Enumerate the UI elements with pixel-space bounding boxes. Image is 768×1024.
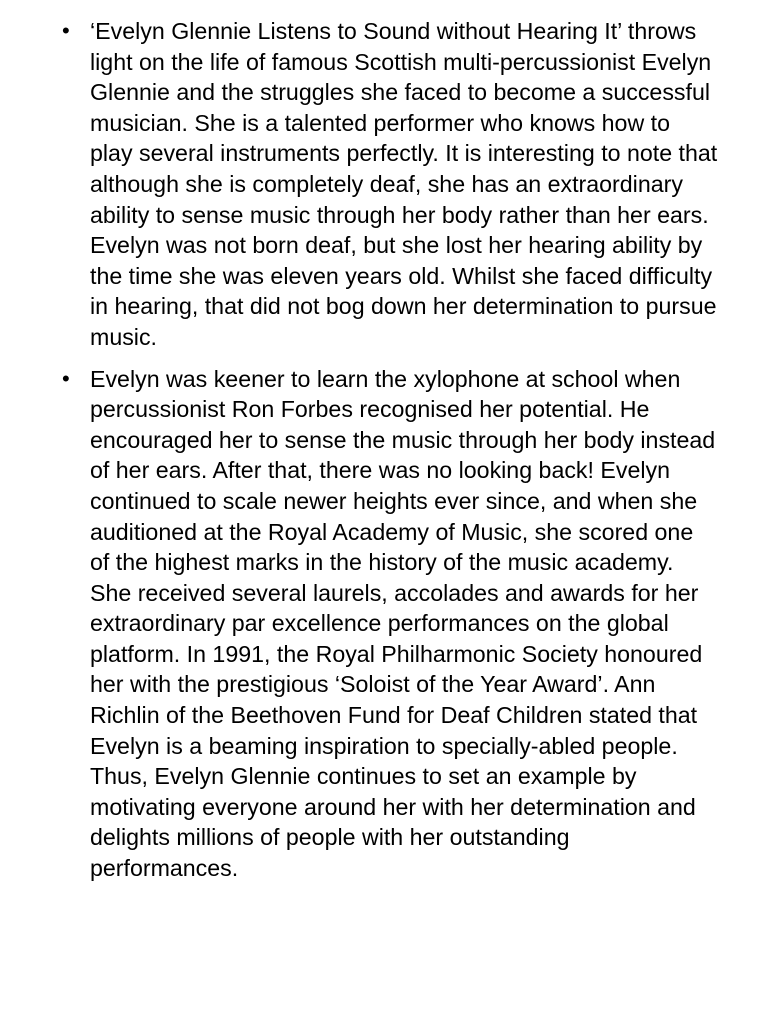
bullet-list: [62, 16, 718, 884]
bullet-item-2: [62, 364, 718, 884]
bullet-icon: •: [62, 18, 70, 43]
bullet-item-1: [62, 16, 718, 353]
bullet-icon: •: [62, 365, 70, 391]
bullet-text-2: Evelyn was keener to learn the xylophone at school when percussionist Ron Forbes recognised her potential. He encouraged her to sense the music through her body instead of her ears. After that, there was no looking back! Evelyn continued to scale newer heights ever since, and when she auditioned at the Royal Academy of Music, she scored one of the highest marks in the history of the music academy. She received several laurels, accolades and awards for her extraordinary par excellence performances on the global platform. In 1991, the Royal Philharmonic Society honoured her with the prestigious ‘Soloist of the Year Award’. Ann Richlin of the Beethoven Fund for Deaf Children stated that Evelyn is a beaming inspiration to specially-abled people. Thus, Evelyn Glennie continues to set an example by motivating everyone around her with her determination and delights millions of people with her outstanding performances.: [90, 365, 716, 882]
bullet-text-1: ‘Evelyn Glennie Listens to Sound without Hearing It’ throws light on the life of famous Scottish multi-percussionist Evelyn Glennie and the struggles she faced to become a successful musician. She is a talented performer who knows how to play several instruments perfectly. It is interesting to note that although she is completely deaf, she has an extraordinary ability to sense music through her body rather than her ears. Evelyn was not born deaf, but she lost her hearing ability by the time she was eleven years old. Whilst she faced difficulty in hearing, that did not bog down her determination to pursue music.: [90, 18, 718, 350]
